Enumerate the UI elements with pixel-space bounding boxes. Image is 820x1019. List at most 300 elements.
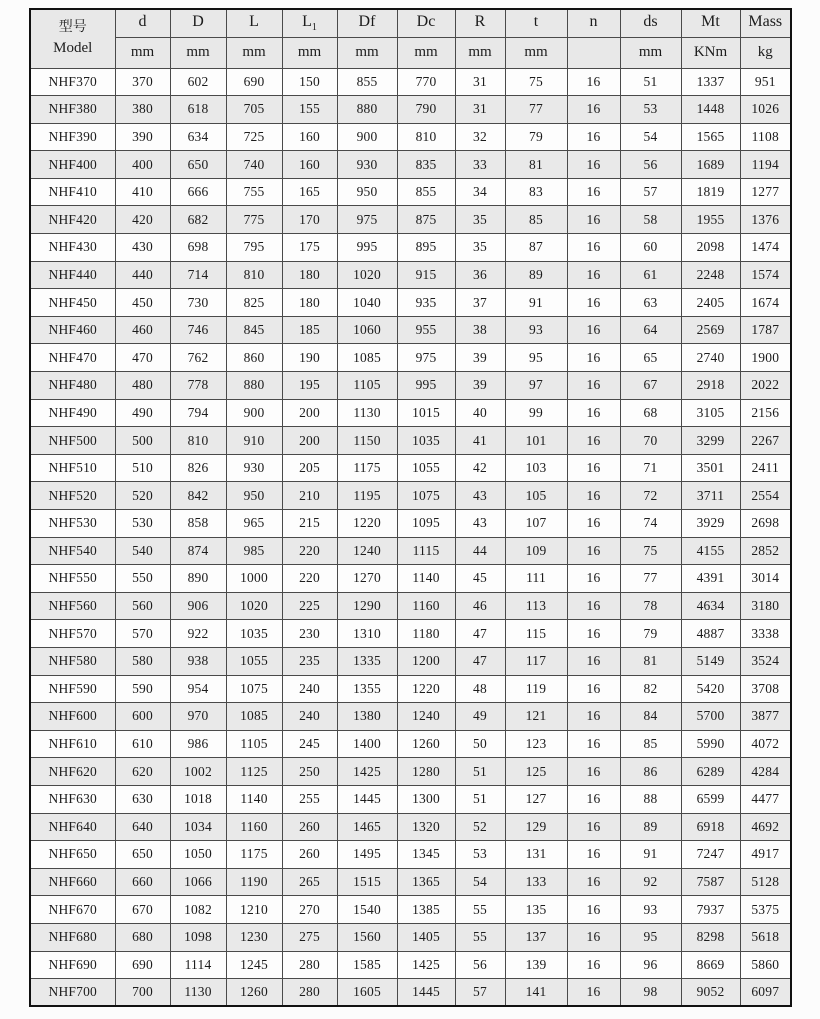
table-cell: 7937	[681, 896, 740, 924]
table-cell: 1035	[226, 620, 282, 648]
model-header-en: Model	[53, 40, 93, 57]
table-cell: 1277	[740, 178, 791, 206]
table-cell: 1020	[226, 592, 282, 620]
table-cell: 79	[505, 123, 567, 151]
table-cell: 1015	[397, 399, 455, 427]
column-header-ds: ds	[620, 9, 681, 37]
table-cell: 155	[282, 96, 337, 124]
table-cell: 39	[455, 344, 505, 372]
table-cell: 1565	[681, 123, 740, 151]
model-cell: NHF520	[30, 482, 115, 510]
table-cell: 1355	[337, 675, 397, 703]
table-cell: 460	[115, 316, 170, 344]
table-cell: 950	[337, 178, 397, 206]
column-header-d: d	[115, 9, 170, 37]
table-cell: 16	[567, 758, 620, 786]
table-cell: 280	[282, 951, 337, 979]
table-cell: 950	[226, 482, 282, 510]
table-cell: 1245	[226, 951, 282, 979]
table-cell: 1605	[337, 979, 397, 1007]
table-cell: 16	[567, 151, 620, 179]
table-cell: 835	[397, 151, 455, 179]
column-header-Dc: Dc	[397, 9, 455, 37]
table-cell: 450	[115, 289, 170, 317]
table-cell: 895	[397, 234, 455, 262]
table-cell: 1425	[397, 951, 455, 979]
table-cell: 77	[620, 565, 681, 593]
table-cell: 275	[282, 923, 337, 951]
table-cell: 37	[455, 289, 505, 317]
table-cell: 1290	[337, 592, 397, 620]
table-cell: 1115	[397, 537, 455, 565]
column-unit-Dc: mm	[397, 37, 455, 68]
table-cell: 640	[115, 813, 170, 841]
table-cell: 82	[620, 675, 681, 703]
table-row	[30, 372, 791, 400]
table-cell: 951	[740, 68, 791, 96]
column-header-Df: Df	[337, 9, 397, 37]
table-cell: 200	[282, 427, 337, 455]
table-cell: 1066	[170, 868, 226, 896]
table-cell: 620	[115, 758, 170, 786]
model-cell: NHF400	[30, 151, 115, 179]
table-cell: 270	[282, 896, 337, 924]
table-row	[30, 730, 791, 758]
table-cell: 240	[282, 675, 337, 703]
table-cell: 2405	[681, 289, 740, 317]
model-cell: NHF410	[30, 178, 115, 206]
table-cell: 380	[115, 96, 170, 124]
table-cell: 55	[455, 896, 505, 924]
table-cell: 1689	[681, 151, 740, 179]
table-cell: 280	[282, 979, 337, 1007]
table-cell: 1335	[337, 647, 397, 675]
table-row	[30, 565, 791, 593]
table-cell: 985	[226, 537, 282, 565]
table-cell: 1230	[226, 923, 282, 951]
table-cell: 880	[226, 372, 282, 400]
table-cell: 16	[567, 592, 620, 620]
column-unit-L1: mm	[282, 37, 337, 68]
table-cell: 129	[505, 813, 567, 841]
table-cell: 31	[455, 68, 505, 96]
table-cell: 7247	[681, 841, 740, 869]
table-cell: 660	[115, 868, 170, 896]
table-cell: 790	[397, 96, 455, 124]
table-cell: 410	[115, 178, 170, 206]
table-cell: 1075	[226, 675, 282, 703]
table-cell: 1160	[397, 592, 455, 620]
table-cell: 195	[282, 372, 337, 400]
table-cell: 775	[226, 206, 282, 234]
table-cell: 3180	[740, 592, 791, 620]
table-cell: 1194	[740, 151, 791, 179]
model-cell: NHF670	[30, 896, 115, 924]
table-cell: 390	[115, 123, 170, 151]
table-cell: 500	[115, 427, 170, 455]
table-cell: 510	[115, 454, 170, 482]
table-cell: 81	[505, 151, 567, 179]
table-cell: 127	[505, 785, 567, 813]
table-cell: 86	[620, 758, 681, 786]
table-cell: 1150	[337, 427, 397, 455]
table-cell: 165	[282, 178, 337, 206]
table-cell: 1376	[740, 206, 791, 234]
table-cell: 1405	[397, 923, 455, 951]
table-cell: 16	[567, 427, 620, 455]
table-cell: 51	[455, 758, 505, 786]
table-cell: 900	[337, 123, 397, 151]
table-cell: 265	[282, 868, 337, 896]
table-cell: 160	[282, 151, 337, 179]
table-cell: 1540	[337, 896, 397, 924]
table-cell: 87	[505, 234, 567, 262]
table-cell: 1105	[337, 372, 397, 400]
table-cell: 1140	[397, 565, 455, 593]
table-cell: 91	[620, 841, 681, 869]
model-cell: NHF560	[30, 592, 115, 620]
table-cell: 3299	[681, 427, 740, 455]
column-header-L1: $L_1$	[282, 9, 337, 37]
model-cell: NHF540	[30, 537, 115, 565]
table-cell: 47	[455, 647, 505, 675]
table-cell: 54	[620, 123, 681, 151]
model-cell: NHF660	[30, 868, 115, 896]
table-cell: 480	[115, 372, 170, 400]
table-cell: 1448	[681, 96, 740, 124]
table-cell: 1060	[337, 316, 397, 344]
model-cell: NHF680	[30, 923, 115, 951]
table-cell: 1130	[170, 979, 226, 1007]
model-cell: NHF510	[30, 454, 115, 482]
table-cell: 180	[282, 261, 337, 289]
table-cell: 4692	[740, 813, 791, 841]
table-cell: 986	[170, 730, 226, 758]
model-cell: NHF700	[30, 979, 115, 1007]
table-cell: 618	[170, 96, 226, 124]
table-cell: 88	[620, 785, 681, 813]
table-cell: 4072	[740, 730, 791, 758]
table-cell: 123	[505, 730, 567, 758]
table-cell: 725	[226, 123, 282, 151]
table-body	[30, 68, 791, 1006]
table-cell: 1787	[740, 316, 791, 344]
table-cell: 185	[282, 316, 337, 344]
table-cell: 762	[170, 344, 226, 372]
table-cell: 682	[170, 206, 226, 234]
table-cell: 690	[226, 68, 282, 96]
table-cell: 778	[170, 372, 226, 400]
table-cell: 1900	[740, 344, 791, 372]
table-cell: 16	[567, 68, 620, 96]
table-cell: 1098	[170, 923, 226, 951]
table-row	[30, 620, 791, 648]
table-cell: 430	[115, 234, 170, 262]
table-cell: 6599	[681, 785, 740, 813]
table-cell: 1445	[337, 785, 397, 813]
table-cell: 1050	[170, 841, 226, 869]
table-cell: 71	[620, 454, 681, 482]
table-cell: 3524	[740, 647, 791, 675]
table-cell: 1300	[397, 785, 455, 813]
table-cell: 2554	[740, 482, 791, 510]
table-cell: 570	[115, 620, 170, 648]
table-cell: 1955	[681, 206, 740, 234]
table-cell: 698	[170, 234, 226, 262]
table-cell: 6918	[681, 813, 740, 841]
model-cell: NHF420	[30, 206, 115, 234]
table-cell: 119	[505, 675, 567, 703]
table-cell: 40	[455, 399, 505, 427]
table-cell: 730	[170, 289, 226, 317]
table-cell: 160	[282, 123, 337, 151]
table-cell: 16	[567, 620, 620, 648]
table-cell: 4634	[681, 592, 740, 620]
table-cell: 1260	[226, 979, 282, 1007]
table-cell: 125	[505, 758, 567, 786]
table-cell: 170	[282, 206, 337, 234]
table-cell: 5420	[681, 675, 740, 703]
table-cell: 57	[620, 178, 681, 206]
table-cell: 8669	[681, 951, 740, 979]
table-cell: 32	[455, 123, 505, 151]
table-cell: 6097	[740, 979, 791, 1007]
table-cell: 1270	[337, 565, 397, 593]
table-cell: 5860	[740, 951, 791, 979]
table-cell: 35	[455, 234, 505, 262]
table-cell: 190	[282, 344, 337, 372]
table-cell: 700	[115, 979, 170, 1007]
table-row	[30, 261, 791, 289]
column-header-model	[30, 9, 115, 68]
table-row	[30, 813, 791, 841]
table-cell: 16	[567, 565, 620, 593]
column-header-L: L	[226, 9, 282, 37]
table-cell: 55	[455, 923, 505, 951]
table-cell: 111	[505, 565, 567, 593]
table-cell: 150	[282, 68, 337, 96]
table-cell: 210	[282, 482, 337, 510]
table-cell: 1040	[337, 289, 397, 317]
table-cell: 16	[567, 868, 620, 896]
table-row	[30, 234, 791, 262]
table-row	[30, 979, 791, 1007]
table-cell: 260	[282, 813, 337, 841]
table-cell: 975	[397, 344, 455, 372]
table-cell: 755	[226, 178, 282, 206]
table-cell: 96	[620, 951, 681, 979]
model-cell: NHF500	[30, 427, 115, 455]
table-cell: 1085	[337, 344, 397, 372]
table-cell: 2918	[681, 372, 740, 400]
table-cell: 180	[282, 289, 337, 317]
table-cell: 89	[620, 813, 681, 841]
table-row	[30, 758, 791, 786]
table-cell: 16	[567, 813, 620, 841]
table-row	[30, 289, 791, 317]
table-cell: 3014	[740, 565, 791, 593]
table-cell: 51	[620, 68, 681, 96]
table-row	[30, 592, 791, 620]
column-header-Mt: Mt	[681, 9, 740, 37]
column-unit-n	[567, 37, 620, 68]
table-cell: 1034	[170, 813, 226, 841]
table-cell: 1220	[397, 675, 455, 703]
table-cell: 855	[337, 68, 397, 96]
table-cell: 16	[567, 703, 620, 731]
column-header-D: D	[170, 9, 226, 37]
column-header-R: R	[455, 9, 505, 37]
table-cell: 9052	[681, 979, 740, 1007]
model-cell: NHF530	[30, 510, 115, 538]
table-cell: 420	[115, 206, 170, 234]
table-cell: 215	[282, 510, 337, 538]
table-cell: 83	[505, 178, 567, 206]
table-cell: 2852	[740, 537, 791, 565]
table-cell: 47	[455, 620, 505, 648]
table-cell: 1560	[337, 923, 397, 951]
model-cell: NHF370	[30, 68, 115, 96]
table-cell: 680	[115, 923, 170, 951]
model-cell: NHF640	[30, 813, 115, 841]
table-cell: 520	[115, 482, 170, 510]
table-cell: 880	[337, 96, 397, 124]
table-cell: 1105	[226, 730, 282, 758]
table-row	[30, 703, 791, 731]
table-cell: 2569	[681, 316, 740, 344]
model-cell: NHF490	[30, 399, 115, 427]
table-cell: 4155	[681, 537, 740, 565]
table-row	[30, 427, 791, 455]
table-cell: 1055	[226, 647, 282, 675]
table-cell: 1114	[170, 951, 226, 979]
table-cell: 109	[505, 537, 567, 565]
column-unit-t: mm	[505, 37, 567, 68]
table-row	[30, 344, 791, 372]
model-cell: NHF550	[30, 565, 115, 593]
table-cell: 45	[455, 565, 505, 593]
table-cell: 1190	[226, 868, 282, 896]
table-cell: 1160	[226, 813, 282, 841]
table-cell: 1175	[226, 841, 282, 869]
table-cell: 560	[115, 592, 170, 620]
table-cell: 35	[455, 206, 505, 234]
table-row	[30, 896, 791, 924]
table-cell: 3708	[740, 675, 791, 703]
table-cell: 220	[282, 537, 337, 565]
table-cell: 1085	[226, 703, 282, 731]
table-cell: 245	[282, 730, 337, 758]
table-cell: 50	[455, 730, 505, 758]
table-cell: 3105	[681, 399, 740, 427]
column-unit-Df: mm	[337, 37, 397, 68]
table-cell: 1380	[337, 703, 397, 731]
table-cell: 650	[170, 151, 226, 179]
table-cell: 1819	[681, 178, 740, 206]
table-cell: 220	[282, 565, 337, 593]
table-cell: 650	[115, 841, 170, 869]
table-cell: 670	[115, 896, 170, 924]
table-row	[30, 454, 791, 482]
table-row	[30, 178, 791, 206]
table-row	[30, 951, 791, 979]
table-cell: 1095	[397, 510, 455, 538]
table-cell: 16	[567, 399, 620, 427]
table-cell: 1574	[740, 261, 791, 289]
table-cell: 230	[282, 620, 337, 648]
table-cell: 1280	[397, 758, 455, 786]
table-cell: 995	[337, 234, 397, 262]
table-cell: 975	[337, 206, 397, 234]
table-cell: 610	[115, 730, 170, 758]
table-cell: 630	[115, 785, 170, 813]
table-cell: 16	[567, 344, 620, 372]
table-cell: 915	[397, 261, 455, 289]
table-cell: 858	[170, 510, 226, 538]
table-row	[30, 647, 791, 675]
table-cell: 1495	[337, 841, 397, 869]
table-row	[30, 206, 791, 234]
table-cell: 56	[620, 151, 681, 179]
table-cell: 794	[170, 399, 226, 427]
table-cell: 1320	[397, 813, 455, 841]
table-cell: 34	[455, 178, 505, 206]
table-cell: 995	[397, 372, 455, 400]
table-row	[30, 316, 791, 344]
table-cell: 101	[505, 427, 567, 455]
model-cell: NHF470	[30, 344, 115, 372]
table-cell: 1474	[740, 234, 791, 262]
table-cell: 16	[567, 234, 620, 262]
table-cell: 1385	[397, 896, 455, 924]
column-unit-ds: mm	[620, 37, 681, 68]
table-cell: 133	[505, 868, 567, 896]
table-cell: 200	[282, 399, 337, 427]
table-cell: 3711	[681, 482, 740, 510]
table-row	[30, 510, 791, 538]
table-cell: 930	[337, 151, 397, 179]
table-cell: 6289	[681, 758, 740, 786]
model-cell: NHF380	[30, 96, 115, 124]
table-cell: 5990	[681, 730, 740, 758]
table-cell: 740	[226, 151, 282, 179]
table-cell: 85	[620, 730, 681, 758]
table-cell: 440	[115, 261, 170, 289]
model-cell: NHF690	[30, 951, 115, 979]
table-cell: 175	[282, 234, 337, 262]
table-cell: 530	[115, 510, 170, 538]
table-cell: 845	[226, 316, 282, 344]
table-cell: 205	[282, 454, 337, 482]
table-cell: 58	[620, 206, 681, 234]
table-cell: 121	[505, 703, 567, 731]
table-cell: 95	[505, 344, 567, 372]
table-cell: 930	[226, 454, 282, 482]
table-cell: 16	[567, 785, 620, 813]
table-cell: 75	[620, 537, 681, 565]
table-cell: 56	[455, 951, 505, 979]
model-cell: NHF650	[30, 841, 115, 869]
table-cell: 875	[397, 206, 455, 234]
table-cell: 41	[455, 427, 505, 455]
table-cell: 65	[620, 344, 681, 372]
table-cell: 16	[567, 96, 620, 124]
table-cell: 53	[455, 841, 505, 869]
table-cell: 31	[455, 96, 505, 124]
table-cell: 1020	[337, 261, 397, 289]
table-cell: 1002	[170, 758, 226, 786]
table-cell: 1195	[337, 482, 397, 510]
